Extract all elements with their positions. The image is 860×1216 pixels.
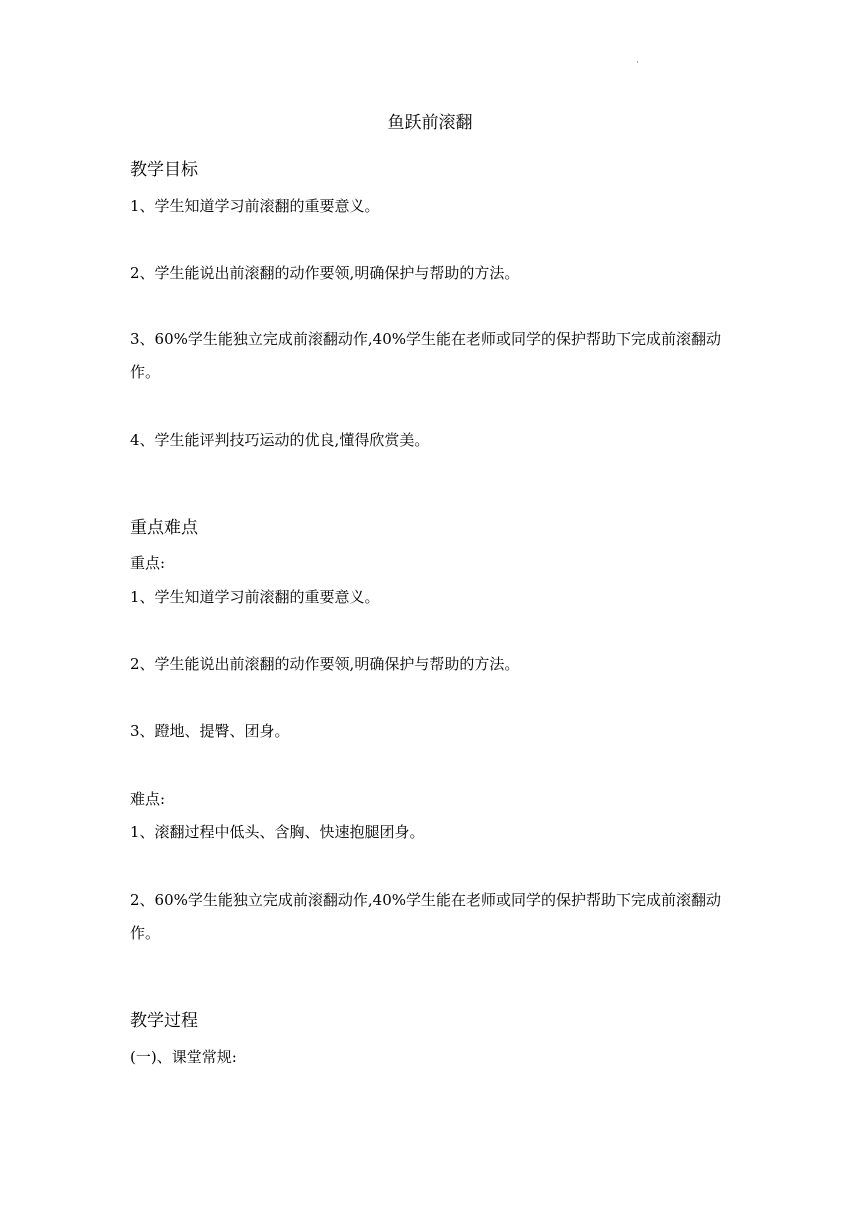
- document-title: 鱼跃前滚翻: [387, 113, 473, 133]
- difficult-label: 难点:: [130, 790, 166, 808]
- key-label: 重点:: [130, 554, 166, 572]
- process-heading: 教学过程: [130, 1011, 198, 1031]
- difficult-item-1: 1、滚翻过程中低头、含胸、快速抱腿团身。: [130, 823, 425, 841]
- objective-item-1: 1、学生知道学习前滚翻的重要意义。: [130, 197, 380, 215]
- header-mark: ·: [636, 58, 639, 68]
- difficult-item-2: 2、60%学生能独立完成前滚翻动作,40%学生能在老师或同学的保护帮助下完成前滚翻动作。: [130, 891, 721, 942]
- key-item-1: 1、学生知道学习前滚翻的重要意义。: [130, 588, 380, 606]
- objective-item-2: 2、学生能说出前滚翻的动作要领,明确保护与帮助的方法。: [130, 264, 520, 282]
- key-item-3: 3、蹬地、提臀、团身。: [130, 722, 290, 740]
- objective-item-4: 4、学生能评判技巧运动的优良,懂得欣赏美。: [130, 431, 430, 449]
- key-points-heading: 重点难点: [130, 518, 198, 538]
- key-item-2: 2、学生能说出前滚翻的动作要领,明确保护与帮助的方法。: [130, 655, 520, 673]
- objective-item-3: 3、60%学生能独立完成前滚翻动作,40%学生能在老师或同学的保护帮助下完成前滚翻动作。: [130, 330, 721, 381]
- process-item-1: (一)、课堂常规:: [130, 1048, 237, 1066]
- objectives-heading: 教学目标: [130, 160, 198, 180]
